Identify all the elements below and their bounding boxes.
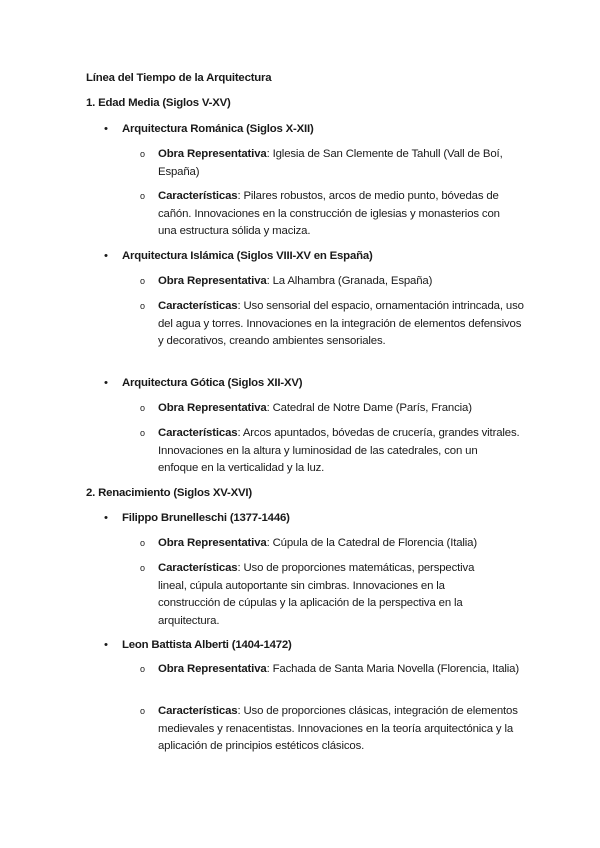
circle-bullet: o (140, 301, 146, 311)
section-heading-renacimiento: 2. Renacimiento (Siglos XV-XVI) (86, 487, 252, 499)
circle-bullet: o (140, 706, 146, 716)
topic-label: Leon Battista Alberti (1404-1472) (122, 639, 292, 651)
circle-bullet: o (140, 563, 146, 573)
item-key: Características (158, 190, 238, 202)
circle-bullet: o (140, 664, 146, 674)
item-separator: : (237, 427, 243, 439)
item-separator: : (266, 402, 273, 414)
item-value: Uso de proporciones clásicas, integración de elementos medievales y renacentistas. Innovaciones en la teoría arquitectónica y la aplicación de principios estéticos clásicos. (158, 705, 518, 753)
item-separator: : (237, 562, 244, 574)
item-key: Características (158, 300, 238, 312)
item-key: Obra Representativa (158, 537, 267, 549)
item-text (158, 188, 520, 241)
item-separator: : (237, 190, 244, 202)
item-key: Obra Representativa (158, 275, 267, 287)
item-value: Uso sensorial del espacio, ornamentación intrincada, uso del agua y torres. Innovaciones en la integración de elementos defensivos y decorativos, creando ambientes sensoriales. (158, 300, 524, 348)
item-value: Pilares robustos, arcos de medio punto, bóvedas de cañón. Innovaciones en la construcción de iglesias y monasterios con una estructura sólida y maciza. (158, 190, 500, 238)
item-value: Uso de proporciones matemáticas, perspectiva lineal, cúpula autoportante sin cimbras. Innovaciones en la construcción de cúpulas y la aplicación de la perspectiva en la arquitectura. (158, 562, 475, 627)
item-separator: : (237, 300, 244, 312)
section-heading-edad-media: 1. Edad Media (Siglos V-XV) (86, 97, 231, 109)
item-key: Obra Representativa (158, 148, 267, 160)
item-value: Iglesia de San Clemente de Tahull (Vall de Boí, España) (158, 148, 503, 178)
item-text (158, 560, 502, 630)
circle-bullet: o (140, 538, 146, 548)
item-key: Características (158, 427, 238, 439)
item-key: Obra Representativa (158, 663, 267, 675)
topic-label: Arquitectura Románica (Siglos X-XII) (122, 123, 314, 135)
item-separator: : (266, 537, 273, 549)
disc-bullet: • (104, 377, 108, 389)
item-text (158, 273, 520, 291)
item-text (158, 535, 520, 553)
item-separator: : (266, 148, 273, 160)
item-key: Obra Representativa (158, 402, 267, 414)
topic-label: Arquitectura Islámica (Siglos VIII-XV en España) (122, 250, 373, 262)
circle-bullet: o (140, 403, 146, 413)
item-text (158, 661, 520, 679)
circle-bullet: o (140, 276, 146, 286)
item-value: Catedral de Notre Dame (París, Francia) (272, 402, 472, 414)
item-key: Características (158, 562, 238, 574)
item-value: La Alhambra (Granada, España) (272, 275, 433, 287)
circle-bullet: o (140, 191, 146, 201)
circle-bullet: o (140, 149, 146, 159)
circle-bullet: o (140, 428, 146, 438)
item-value: Arcos apuntados, bóvedas de crucería, grandes vitrales. Innovaciones en la altura y luminosidad de las catedrales, con un enfoque en la verticalidad y la luz. (158, 427, 520, 475)
item-key: Características (158, 705, 238, 717)
disc-bullet: • (104, 639, 108, 651)
document-title: Línea del Tiempo de la Arquitectura (86, 72, 272, 84)
item-text (158, 425, 520, 478)
item-text (158, 298, 526, 351)
item-separator: : (266, 275, 273, 287)
disc-bullet: • (104, 512, 108, 524)
item-text (158, 146, 520, 181)
disc-bullet: • (104, 123, 108, 135)
topic-label: Arquitectura Gótica (Siglos XII-XV) (122, 377, 303, 389)
item-value: Fachada de Santa Maria Novella (Florencia, Italia) (272, 663, 519, 675)
item-separator: : (266, 663, 273, 675)
item-value: Cúpula de la Catedral de Florencia (Italia) (272, 537, 477, 549)
topic-label: Filippo Brunelleschi (1377-1446) (122, 512, 290, 524)
disc-bullet: • (104, 250, 108, 262)
item-text (158, 400, 520, 418)
item-separator: : (237, 705, 244, 717)
item-text (158, 703, 520, 756)
